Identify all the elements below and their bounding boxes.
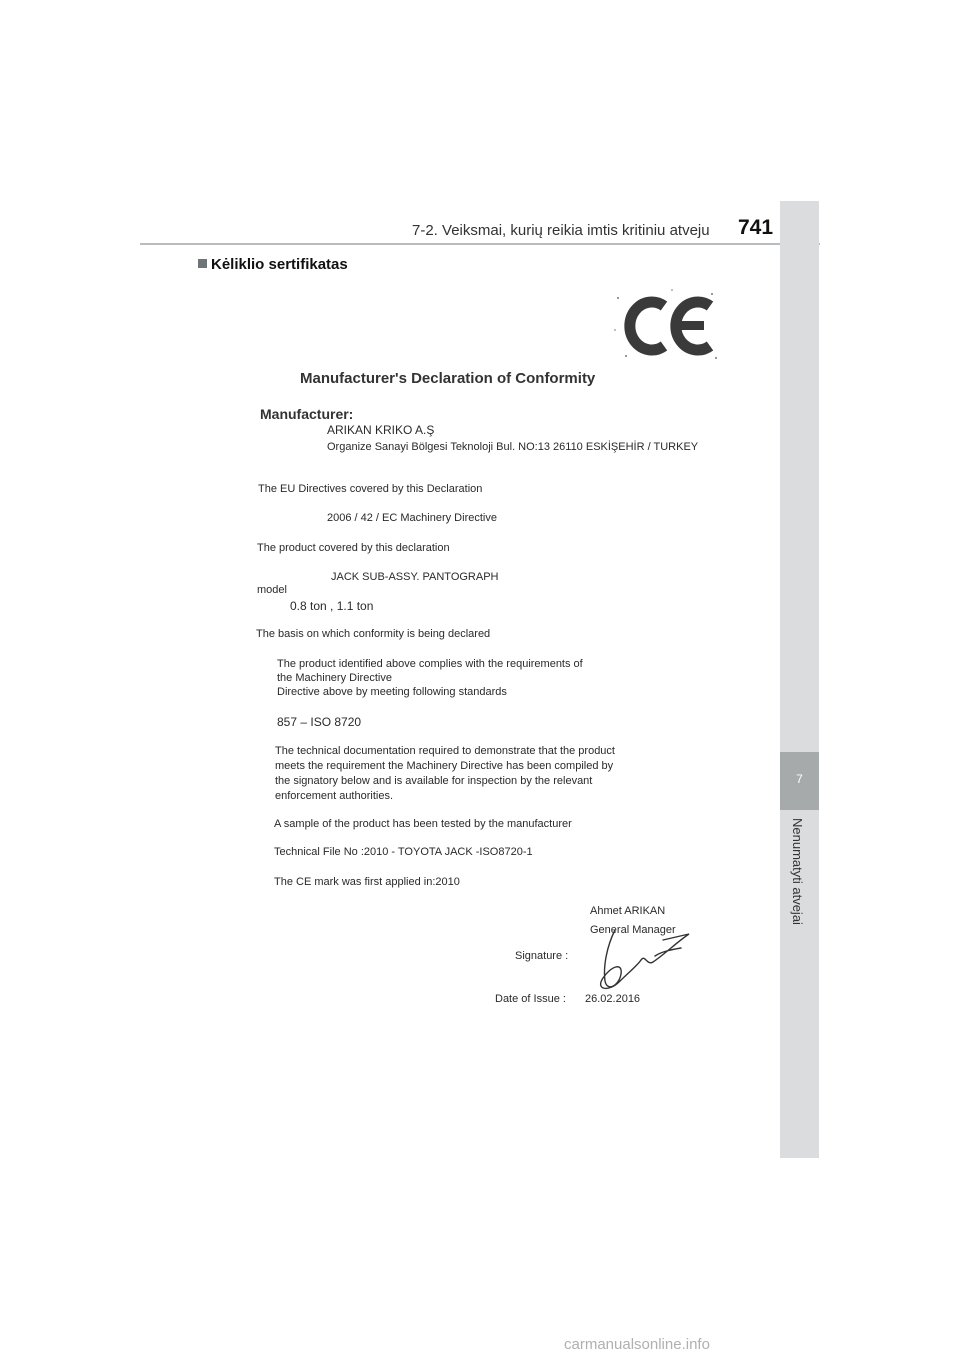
certificate-title: Manufacturer's Declaration of Conformity — [300, 370, 596, 387]
compliance-line-3: Directive above by meeting following standards — [277, 686, 507, 698]
eu-directive: 2006 / 42 / EC Machinery Directive — [327, 512, 497, 524]
side-tab-label: Nenumatyti atvejai — [790, 818, 805, 925]
side-chapter-number: 7 — [796, 772, 803, 786]
manufacturer-name: ARIKAN KRIKO A.Ş — [327, 423, 435, 437]
standard: 857 – ISO 8720 — [277, 715, 362, 729]
date-label: Date of Issue : — [495, 993, 566, 1005]
signatory-name: Ahmet ARIKAN — [590, 905, 666, 917]
signature-label: Signature : — [515, 950, 569, 962]
technical-file: Technical File No :2010 - TOYOTA JACK -ISO8720-1 — [274, 846, 533, 858]
signature-icon — [585, 926, 695, 996]
ce-mark-text: The CE mark was first applied in:2010 — [274, 876, 460, 888]
signatory-title: General Manager — [590, 924, 676, 936]
watermark: carmanualsonline.info — [564, 1336, 710, 1353]
technical-doc-line-3: the signatory below and is available for inspection by the relevant — [275, 775, 593, 787]
ce-logo-icon — [612, 286, 722, 366]
basis-label: The basis on which conformity is being declared — [256, 628, 491, 640]
date-value: 26.02.2016 — [585, 993, 641, 1005]
manufacturer-heading: Manufacturer: — [260, 406, 354, 422]
chapter-title: 7-2. Veiksmai, kurių reikia imtis kritiniu atveju — [412, 222, 710, 239]
product-label: The product covered by this declaration — [257, 542, 450, 554]
compliance-line-1: The product identified above complies with the requirements of — [277, 658, 583, 670]
compliance-line-2: the Machinery Directive — [277, 672, 392, 684]
technical-doc-line-4: enforcement authorities. — [275, 790, 394, 802]
sample-text: A sample of the product has been tested by the manufacturer — [274, 818, 572, 830]
model-values: 0.8 ton , 1.1 ton — [290, 599, 374, 613]
section-title-text: Kėliklio sertifikatas — [211, 256, 348, 273]
product-name: JACK SUB-ASSY. PANTOGRAPH — [331, 571, 499, 583]
page-number: 741 — [738, 216, 774, 239]
model-label: model — [257, 584, 287, 596]
eu-directives-label: The EU Directives covered by this Declaration — [258, 483, 483, 495]
technical-doc-line-1: The technical documentation required to demonstrate that the product — [275, 745, 615, 757]
manufacturer-address: Organize Sanayi Bölgesi Teknoloji Bul. NO:13 26110 ESKİŞEHİR / TURKEY — [327, 441, 699, 453]
technical-doc-line-2: meets the requirement the Machinery Directive has been compiled by — [275, 760, 614, 772]
